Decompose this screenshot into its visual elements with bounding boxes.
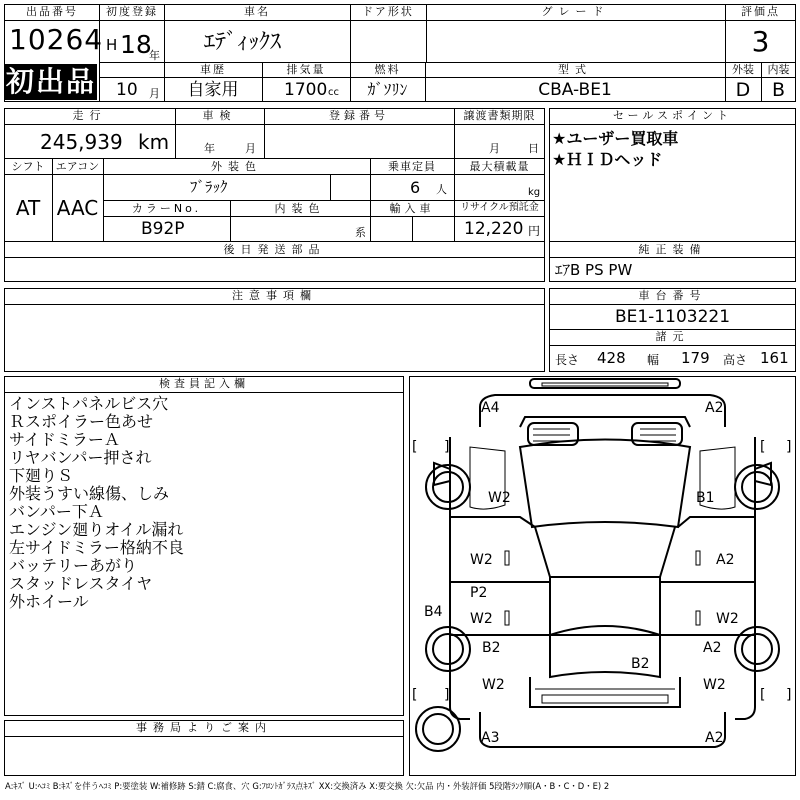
sales-point-item: ★ＨＩＤヘッド: [552, 150, 663, 169]
inspector-note-line: Ｒスポイラー色あせ: [9, 412, 154, 431]
capacity-unit: 人: [436, 183, 447, 196]
inspector-notes-label: 検査員記入欄: [159, 377, 249, 390]
diagram-bracket-close: ]: [444, 439, 450, 455]
inspection-year-unit: 年: [204, 142, 215, 155]
load-unit: kg: [528, 187, 541, 198]
registration-number-label: 登録番号: [329, 109, 389, 122]
month-unit: 月: [149, 87, 160, 100]
legend-text: A:ｷｽﾞ U:ﾍｺﾐ B:ｷｽﾞを伴うﾍｺﾐ P:要塗装 W:補修跡 S:錆 C:腐食、穴 G:ﾌﾛﾝﾄｶﾞﾗｽ点ｷｽﾞ XX:交換済み X:要交換 欠:欠品 内・外装評価 5段階ﾗﾝｸ順(A・B・C・D・E) 2: [5, 781, 610, 791]
exterior-label: 外装: [732, 63, 754, 76]
history-label: 車歴: [200, 63, 226, 76]
max-load-label: 最大積載量: [469, 160, 530, 173]
first-registration-label: 初度登録: [106, 5, 158, 18]
lot-number-label: 出品番号: [26, 5, 78, 18]
air-conditioner-label: エアコン: [55, 160, 100, 173]
inspector-note-line: 下廻りＳ: [9, 466, 74, 485]
interior-color-unit: 系: [355, 226, 366, 239]
damage-mark-left-front-door: W2: [470, 552, 493, 568]
interior-grade: B: [771, 79, 786, 101]
diagram-bracket-close: ]: [786, 687, 792, 703]
mileage-label: 走行: [72, 109, 107, 122]
interior-label: 内装: [767, 63, 790, 76]
damage-mark-front-right: A2: [705, 400, 724, 416]
damage-mark-right-front-fender: B1: [696, 490, 715, 506]
fuel-type: ｶﾞｿﾘﾝ: [367, 80, 408, 99]
first-registration-year: 18: [120, 30, 152, 59]
interior-color-label: 内装色: [274, 202, 326, 215]
mileage-value: 245,939: [40, 130, 123, 154]
chassis-number: BE1-1103221: [614, 307, 731, 327]
inspection-label: 車検: [202, 109, 237, 122]
recycle-deposit-label: リサイクル預託金: [460, 202, 539, 213]
office-notice-label: 事務局よりご案内: [136, 721, 272, 734]
color-number: B92P: [141, 219, 185, 239]
damage-mark-right-quarter: A2: [703, 640, 722, 656]
diagram-bracket-open: [: [412, 687, 418, 703]
inspector-note-line: 外装うすい線傷、しみ: [9, 484, 170, 503]
car-name: ｴﾃﾞｨｯｸｽ: [204, 30, 282, 55]
damage-mark-left-quarter: B2: [482, 640, 501, 656]
model-code: CBA-BE1: [538, 80, 612, 100]
car-diagram: [410, 377, 795, 775]
era-letter: H: [106, 36, 118, 54]
inspector-note-line: リヤバンパー押され: [9, 448, 152, 467]
model-label: 型式: [558, 63, 592, 76]
displacement-value: 1700: [284, 80, 328, 100]
lot-number: 10264: [9, 23, 104, 56]
score-label: 評価点: [741, 5, 780, 18]
fuel-label: 燃料: [374, 63, 401, 76]
width-label: 幅: [647, 353, 660, 367]
shift-label: シフト: [11, 160, 45, 173]
damage-mark-right-rear-wheel: W2: [703, 677, 726, 693]
damage-mark-rear-roof: B2: [631, 656, 650, 672]
damage-mark-rear-right: A2: [705, 730, 724, 746]
door-type-label: ドア形状: [362, 5, 414, 18]
inspector-note-line: インストパネルビス穴: [9, 394, 169, 413]
inspector-note-line: サイドミラーＡ: [9, 430, 120, 449]
vehicle-history: 自家用: [187, 80, 239, 100]
inspector-note-line: バッテリーあがり: [9, 556, 138, 575]
inspector-note-line: 左サイドミラー格納不良: [9, 538, 184, 557]
sales-points-label: セールスポイント: [612, 109, 732, 122]
first-registration-month: 10: [116, 80, 138, 100]
year-unit: 年: [149, 49, 160, 62]
damage-mark-front-left: A4: [481, 400, 500, 416]
inspector-note-line: スタッドレスタイヤ: [9, 574, 153, 593]
damage-mark-rear-left: A3: [481, 730, 500, 746]
new-listing-badge: 初出品: [5, 65, 96, 98]
inspection-month-unit: 月: [245, 142, 256, 155]
width-value: 179: [681, 349, 710, 367]
height-label: 高さ: [723, 353, 748, 367]
displacement-label: 排気量: [286, 63, 326, 76]
length-value: 428: [597, 349, 626, 367]
specifications-label: 諸元: [655, 330, 690, 343]
capacity-label: 乗車定員: [388, 160, 436, 173]
exterior-color-label: 外装色: [211, 160, 262, 173]
damage-mark-right-front-door: A2: [716, 552, 735, 568]
shift-type: AT: [15, 196, 41, 220]
damage-mark-left-front-fender: W2: [488, 490, 511, 506]
color-number-label: カラーNo.: [131, 202, 202, 215]
later-parts-label: 後日発送部品: [223, 243, 326, 256]
mileage-unit: km: [138, 130, 170, 154]
transfer-documents-label: 譲渡書類期限: [463, 109, 536, 122]
damage-mark-left-rear-door: W2: [470, 611, 493, 627]
displacement-unit: cc: [328, 87, 339, 98]
chassis-number-label: 車台番号: [638, 289, 707, 302]
car-name-label: 車名: [244, 5, 270, 18]
diagram-bracket-open: [: [760, 687, 766, 703]
exterior-color: ﾌﾞﾗｯｸ: [190, 178, 228, 196]
inspector-note-line: 外ホイール: [9, 592, 89, 611]
diagram-bracket-open: [: [760, 439, 766, 455]
import-label: 輸入車: [389, 202, 435, 215]
diagram-bracket-close: ]: [444, 687, 450, 703]
score-value: 3: [751, 25, 770, 58]
sales-point-item: ★ユーザー買取車: [552, 129, 679, 148]
damage-mark-left-rear-wheel: W2: [482, 677, 505, 693]
recycle-fee: 12,220: [464, 219, 524, 239]
notes-label: 注意事項欄: [232, 289, 317, 302]
damage-mark-left-rocker: B4: [424, 604, 443, 620]
transfer-month-unit: 月: [489, 142, 500, 155]
diagram-bracket-close: ]: [786, 439, 792, 455]
inspector-note-line: バンパー下Ａ: [9, 502, 104, 521]
genuine-equipment-label: 純正装備: [638, 243, 707, 256]
length-label: 長さ: [555, 353, 580, 367]
genuine-equipment: ｴｱB PS PW: [555, 261, 633, 279]
capacity-value: 6: [410, 178, 421, 197]
transfer-day-unit: 日: [528, 142, 539, 155]
height-value: 161: [760, 349, 789, 367]
recycle-fee-unit: 円: [528, 224, 541, 238]
inspector-note-line: エンジン廻りオイル漏れ: [9, 520, 184, 539]
diagram-bracket-open: [: [412, 439, 418, 455]
grade-label: グレード: [541, 5, 610, 18]
exterior-grade: D: [735, 79, 751, 101]
damage-mark-right-rear-door: W2: [716, 611, 739, 627]
damage-mark-left-rear-door-upper: P2: [470, 585, 488, 601]
air-conditioner-type: AAC: [56, 196, 99, 220]
